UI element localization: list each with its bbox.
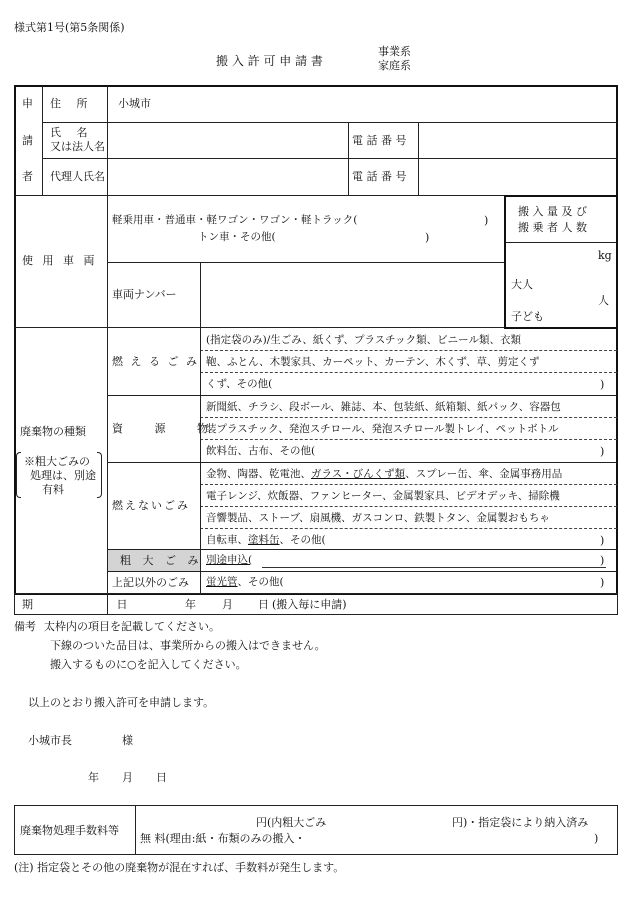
person-unit: 人 <box>598 294 609 307</box>
name-label-1: 氏 名 <box>50 126 94 139</box>
burnable-line-3: くず、その他( <box>206 378 273 390</box>
closing-year[interactable]: 年 <box>88 771 99 784</box>
fee-line-1b: 円)・指定袋により納入済み <box>452 816 589 829</box>
phone-label: 電 話 番 号 <box>352 134 407 147</box>
mayor-label: 小城市長 <box>28 734 72 747</box>
bulky-note-3: 有料 <box>42 483 64 496</box>
bulky-note-1: ※粗大ごみの <box>24 455 90 468</box>
child-label: 子ども <box>511 310 544 323</box>
name-label-2: 又は法人名 <box>50 140 105 153</box>
vehicle-type-line2: トン車・その他( <box>198 231 276 243</box>
footnote: (注) 指定袋とその他の廃棄物が混在すれば、手数料が発生します。 <box>14 861 345 874</box>
date-note: (搬入毎に申請) <box>272 598 347 611</box>
remarks-label: 備考 <box>14 620 36 633</box>
remarks-line-2: 下線のついた品目は、事業所からの搬入はできません。 <box>50 639 326 652</box>
fee-line-2: 無 料(理由:紙・布類のみの搬入・ <box>140 832 306 845</box>
honorific: 様 <box>122 734 133 747</box>
applicant-side-2: 請 <box>22 134 33 147</box>
date-month[interactable]: 月 <box>222 598 233 611</box>
resource-line-2: 装プラスチック、発泡スチロール、発泡スチロール製トレイ、ペットボトル <box>206 423 559 435</box>
unit-kg: kg <box>598 249 612 262</box>
address-value[interactable]: 小城市 <box>118 97 151 110</box>
bulky-note-2: 処理は、別途 <box>30 469 96 482</box>
closing-statement: 以上のとおり搬入許可を申請します。 <box>28 696 215 709</box>
resource-line-1: 新聞紙、チラシ、段ボール、雑誌、本、包装紙、紙箱類、紙パック、容器包 <box>206 401 561 413</box>
nonburnable-line-3: 音響製品、ストーブ、扇風機、ガスコンロ、鉄製トタン、金属製おもちゃ <box>206 512 550 524</box>
resource-label: 資 源 物 <box>112 422 222 435</box>
vehicle-type-line1: 軽乗用車・普通車・軽ワゴン・ワゴン・軽トラック( <box>112 214 358 226</box>
vehicle-number-label: 車両ナンバー <box>112 288 177 301</box>
date-year[interactable]: 年 <box>185 598 196 611</box>
waste-section-label: 廃棄物の種類 <box>20 425 86 438</box>
nonburnable-label: 燃えないごみ <box>112 499 190 512</box>
nonburnable-line-4: 自転車、塗料缶、その他( <box>206 534 326 546</box>
bulky-label: 粗 大 ご み <box>120 554 203 567</box>
resource-line-3: 飲料缶、古布、その他( <box>206 445 316 457</box>
applicant-side-3: 者 <box>22 170 33 183</box>
agent-label: 代理人氏名 <box>50 170 105 183</box>
other-waste-label: 上記以外のごみ <box>112 576 189 589</box>
other-waste-value: 蛍光管、その他( <box>206 576 284 588</box>
nonburnable-line-1: 金物、陶器、乾電池、ガラス・びんくず類、スプレー缶、傘、金属事務用品 <box>206 468 563 480</box>
burnable-line-1: (指定袋のみ)/生ごみ、紙くず、プラスチック類、ビニール類、衣類 <box>206 334 521 346</box>
fee-label: 廃棄物処理手数料等 <box>20 824 119 837</box>
address-label: 住 所 <box>50 97 94 110</box>
fee-line-1a: 円(内粗大ごみ <box>256 816 327 829</box>
type-household: 家庭系 <box>378 59 411 72</box>
type-business: 事業系 <box>378 45 411 58</box>
burnable-label: 燃 え る ご み <box>112 355 199 368</box>
vehicle-section-label: 使 用 車 両 <box>22 254 98 267</box>
load-label-2: 搬 乗 者 人 数 <box>518 221 587 234</box>
form-title: 搬 入 許 可 申 請 書 <box>216 54 323 68</box>
bulky-value: 別途申込( <box>206 554 253 566</box>
closing-month[interactable]: 月 <box>122 771 133 784</box>
form-number: 様式第1号(第5条関係) <box>14 21 125 34</box>
date-label: 期 日 <box>22 598 168 611</box>
remarks-line-3: 搬入するものに○を記入してください。 <box>50 658 247 671</box>
nonburnable-line-2: 電子レンジ、炊飯器、ファンヒーター、金属製家具、ビデオデッキ、掃除機 <box>206 490 560 502</box>
load-label-1: 搬 入 量 及 び <box>518 205 587 218</box>
agent-phone-label: 電 話 番 号 <box>352 170 407 183</box>
applicant-side-1: 申 <box>22 97 33 110</box>
closing-day[interactable]: 日 <box>156 771 167 784</box>
adult-label: 大人 <box>511 278 533 291</box>
date-day[interactable]: 日 <box>258 598 269 611</box>
burnable-line-2: 鞄、ふとん、木製家具、カーペット、カーテン、木くず、草、剪定くず <box>206 356 540 368</box>
remarks-line-1: 太枠内の項目を記載してください。 <box>44 620 220 633</box>
